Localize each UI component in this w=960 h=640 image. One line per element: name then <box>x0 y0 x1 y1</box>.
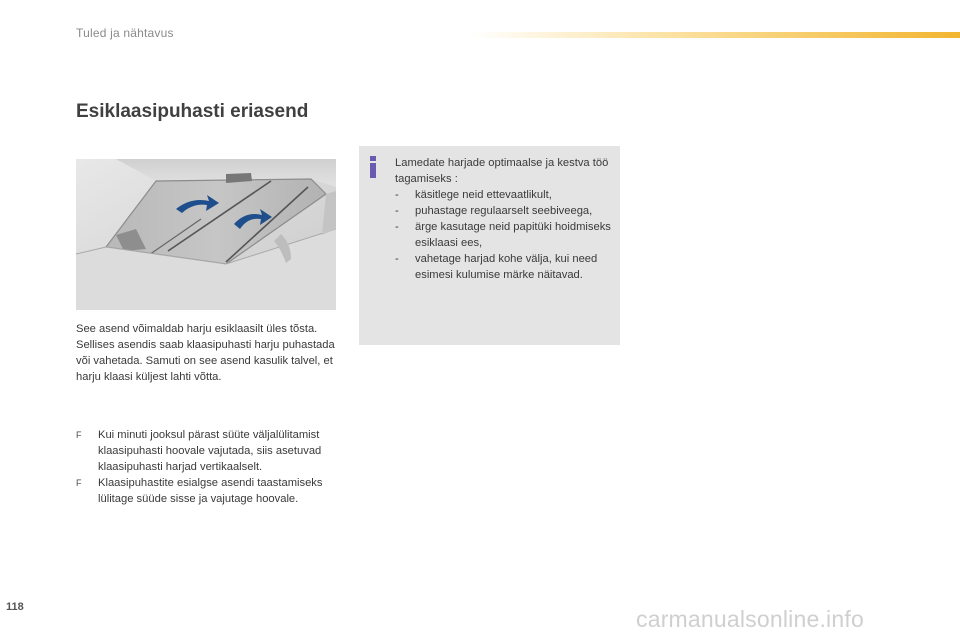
info-item-text: ärge kasutage neid papitüki hoidmiseks esiklaasi ees, <box>415 221 611 249</box>
list-item: - ärge kasutage neid papitüki hoidmiseks esiklaasi ees, <box>395 219 617 251</box>
watermark: carmanualsonline.info <box>636 606 864 632</box>
list-item <box>76 475 346 507</box>
list-item: - puhastage regulaarselt seebiveega, <box>395 205 593 217</box>
description-paragraph-2: Sellises asendis saab klaasipuhasti harju puhastada või vahetada. Samuti on see asend kasulik talvel, et harju klaasi küljest lahti võtta. <box>76 339 335 383</box>
info-icon <box>369 156 377 178</box>
header-accent-bar <box>470 32 960 38</box>
list-item: - käsitlege neid ettevaatlikult, <box>395 189 552 201</box>
info-text <box>395 155 617 283</box>
instruction-text: Klaasipuhastite esialgse asendi taastamiseks lülitage süüde sisse ja vajutage hoovale. <box>98 477 323 505</box>
page-title: Esiklaasipuhasti eriasend <box>76 101 309 122</box>
info-intro: Lamedate harjade optimaalse ja kestva töö tagamiseks : <box>395 157 609 185</box>
list-item: - vahetage harjad kohe välja, kui need esimesi kulumise märke näitavad. <box>395 251 617 283</box>
instruction-list <box>76 427 346 507</box>
page-number: 118 <box>6 601 24 613</box>
windscreen-drawing <box>76 159 336 310</box>
info-item-text: käsitlege neid ettevaatlikult, <box>415 189 552 201</box>
list-item <box>76 427 346 475</box>
windscreen-illustration <box>76 159 336 310</box>
instruction-text: Kui minuti jooksul pärast süüte väljalülitamist klaasipuhasti hoovale vajutada, siis asetuvad klaasipuhasti harjad vertikaalselt. <box>98 429 322 473</box>
bullet-marker-icon: F <box>76 478 82 488</box>
info-item-text: vahetage harjad kohe välja, kui need esimesi kulumise märke näitavad. <box>415 253 598 281</box>
description-text <box>76 321 338 385</box>
section-header: Tuled ja nähtavus <box>76 26 174 40</box>
description-paragraph-1: See asend võimaldab harju esiklaasilt üles tõsta. <box>76 323 318 335</box>
info-box <box>359 146 620 345</box>
bullet-marker-icon: F <box>76 430 82 440</box>
info-item-text: puhastage regulaarselt seebiveega, <box>415 205 593 217</box>
